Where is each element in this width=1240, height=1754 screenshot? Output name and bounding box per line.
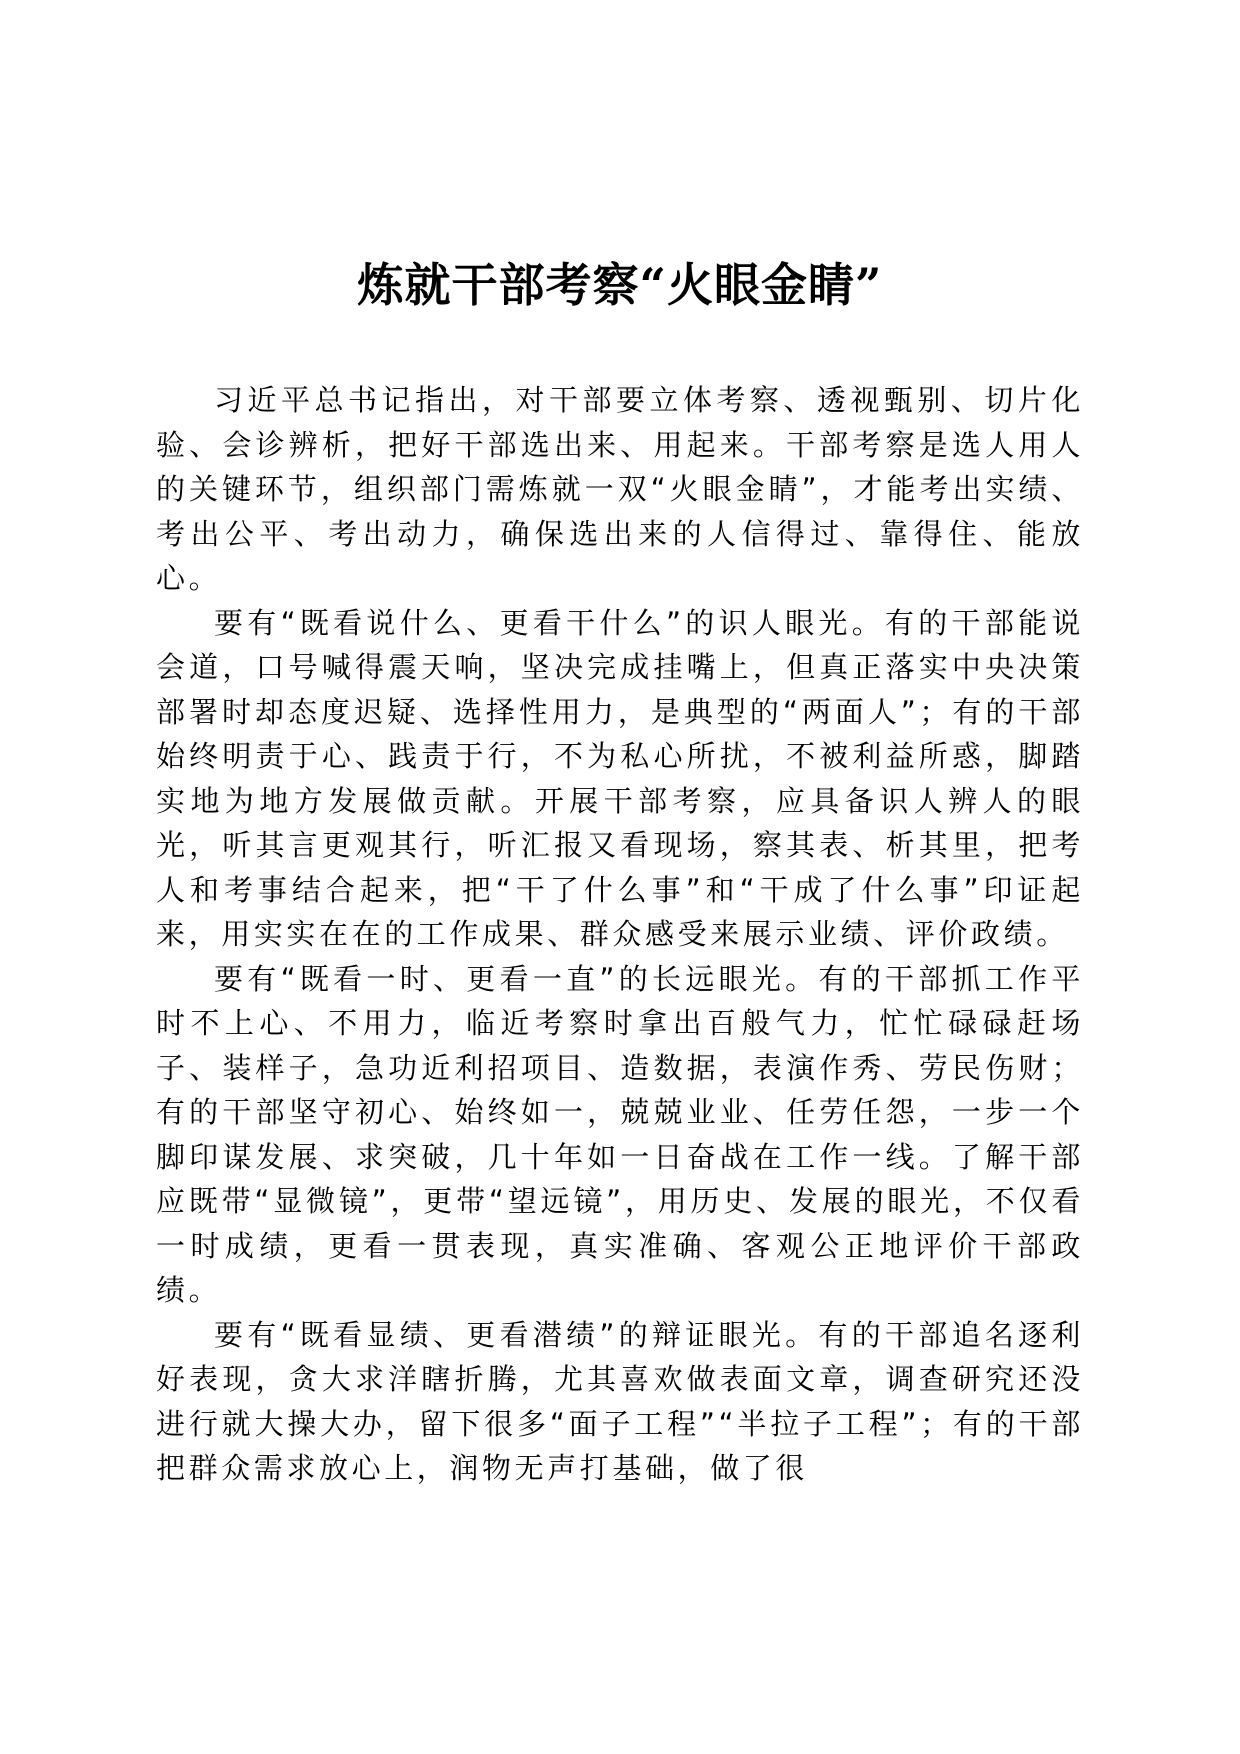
document-title: 炼就干部考察“火眼金睛” [357,258,883,312]
paragraph-long-term-view: 要有“既看一时、更看一直”的长远眼光。有的干部抓工作平时不上心、不用力，临近考察时拿出百般气力，忙忙碌碌赶场子、装样子，急功近利招项目、造数据，表演作秀、劳民伤财；有的干部坚守初心、始终如一，兢兢业业、任劳任怨，一步一个脚印谋发展、求突破，几十年如一日奋战在工作一线。了解干部应既带“显微镜”，更带“望远镜”，用历史、发展的眼光，不仅看一时成绩，更看一贯表现，真实准确、客观公正地评价干部政绩。 [156,961,1084,1307]
document-body [156,378,1084,1491]
paragraph-visible-vs-hidden-results: 要有“既看显绩、更看潜绩”的辩证眼光。有的干部追名逐利好表现，贪大求洋瞎折腾，尤其喜欢做表面文章，调查研究还没进行就大操大办，留下很多“面子工程”“半拉子工程”；有的干部把群众需求放心上，润物无声打基础，做了很 [156,1317,1084,1485]
paragraph-intro: 习近平总书记指出，对干部要立体考察、透视甄别、切片化验、会诊辨析，把好干部选出来、用起来。干部考察是选人用人的关键环节，组织部门需炼就一双“火眼金睛”，才能考出实绩、考出公平、考出动力，确保选出来的人信得过、靠得住、能放心。 [156,383,1084,595]
paragraph-words-vs-deeds: 要有“既看说什么、更看干什么”的识人眼光。有的干部能说会道，口号喊得震天响，坚决完成挂嘴上，但真正落实中央决策部署时却态度迟疑、选择性用力，是典型的“两面人”；有的干部始终明责于心、践责于行，不为私心所扰，不被利益所惑，脚踏实地为地方发展做贡献。开展干部考察，应具备识人辨人的眼光，听其言更观其行，听汇报又看现场，察其表、析其里，把考人和考事结合起来，把“干了什么事”和“干成了什么事”印证起来，用实实在在的工作成果、群众感受来展示业绩、评价政绩。 [156,605,1084,951]
